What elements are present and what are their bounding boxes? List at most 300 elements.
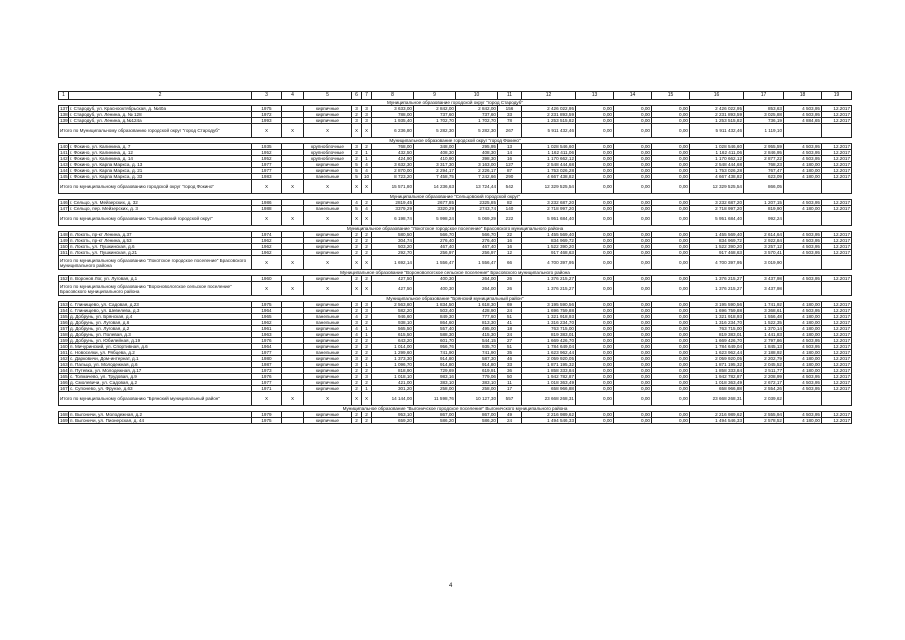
table-cell: 0,00 <box>652 418 690 424</box>
table-cell: 0,00 <box>576 250 614 256</box>
table-cell: кирпичные <box>304 200 352 206</box>
table-cell: 0,00 <box>652 374 690 380</box>
table-cell: панельные <box>304 350 352 356</box>
column-number-15: 15 <box>652 92 690 100</box>
table-cell: 0,00 <box>576 144 614 150</box>
table-cell: 3 <box>352 144 362 150</box>
table-cell: кирпичные <box>304 418 352 424</box>
table-cell: 0,00 <box>652 106 690 112</box>
table-cell: 12.2017 <box>822 144 852 150</box>
table-cell: 1 376 215,27 <box>522 276 576 282</box>
subtotal-cell: X <box>362 212 372 226</box>
subtotal-cell <box>822 180 852 194</box>
table-cell: 0,00 <box>652 112 690 118</box>
subtotal-cell: X <box>282 124 304 138</box>
subtotal-cell: X <box>282 392 304 406</box>
table-cell: 276,40 <box>456 238 498 244</box>
column-number-row <box>59 92 852 100</box>
table-cell: 12.2017 <box>822 380 852 386</box>
table-cell: 154 <box>60 308 68 313</box>
housing-register-table <box>58 91 852 424</box>
subtotal-cell: 5 951 684,40 <box>690 212 744 226</box>
table-cell: 12.2017 <box>822 232 852 238</box>
table-cell: 0,00 <box>614 320 652 326</box>
table-cell: 22 <box>498 232 522 238</box>
table-cell: 0,00 <box>652 362 690 368</box>
table-cell: 0,00 <box>576 276 614 282</box>
table-cell: 0,00 <box>652 380 690 386</box>
table-cell: 0,00 <box>614 144 652 150</box>
subtotal-cell <box>784 282 822 296</box>
subtotal-cell: 23 668 268,31 <box>522 392 576 406</box>
table-cell: 467,40 <box>414 244 456 250</box>
table-cell: 18 <box>498 326 522 332</box>
table-cell: 588,30 <box>414 332 456 338</box>
subtotal-cell: X <box>352 282 362 296</box>
table-cell: 566,70 <box>414 232 456 238</box>
table-cell: 0,00 <box>576 156 614 162</box>
table-cell: 16 <box>498 244 522 250</box>
table-cell: 1 096,70 <box>372 362 414 368</box>
table-cell: 258,00 <box>414 386 456 392</box>
subtotal-row <box>59 212 852 226</box>
table-cell: 4 180,00 <box>784 368 822 374</box>
table-cell: 917 468,63 <box>522 250 576 256</box>
table-cell: 2 426 022,95 <box>522 106 576 112</box>
table-cell: 0,00 <box>576 344 614 350</box>
table-cell: 2 <box>362 320 372 326</box>
column-number-14: 14 <box>614 92 652 100</box>
section-title: Муниципальное образование городской округ "город Стародуб" <box>59 100 852 106</box>
table-cell: 5 <box>352 206 362 212</box>
column-number-17: 17 <box>744 92 784 100</box>
table-cell: 3 632,30 <box>372 162 414 168</box>
table-cell: 2 059 920,05 <box>690 356 744 362</box>
subtotal-cell: 5 282,30 <box>456 124 498 138</box>
table-cell: 2 <box>352 232 362 238</box>
table-cell: 737,60 <box>456 112 498 118</box>
subtotal-cell: 0,00 <box>614 282 652 296</box>
table-cell: 2 563,80 <box>372 302 414 308</box>
table-cell: 914,80 <box>414 362 456 368</box>
subtotal-cell: X <box>362 392 372 406</box>
table-cell: 0,00 <box>576 232 614 238</box>
column-number-18: 18 <box>784 92 822 100</box>
table-cell: 2 <box>362 344 372 350</box>
section-title: Муниципальное образование "Вороновологское сельское поселение" Брасовского муниципального района <box>59 270 852 276</box>
table-cell: 12.2017 <box>822 362 852 368</box>
table-cell: 295,95 <box>456 144 498 150</box>
subtotal-cell: 5 069,29 <box>456 212 498 226</box>
table-cell: 2 <box>352 374 362 380</box>
table-cell: 0,00 <box>614 250 652 256</box>
subtotal-cell <box>822 282 852 296</box>
table-cell: 819 383,01 <box>690 332 744 338</box>
address-cell: г. Сельцо, ул. Мейзерских, д. 32 <box>69 200 252 206</box>
table-cell: 0,00 <box>614 156 652 162</box>
table-cell: 0,00 <box>576 244 614 250</box>
table-cell: 1 441,83 <box>744 332 784 338</box>
page-number: 4 <box>449 583 453 589</box>
table-cell: 12.2017 <box>822 206 852 212</box>
table-cell: 0,00 <box>614 238 652 244</box>
table-cell: 1935 <box>252 144 282 150</box>
table-cell: 0,00 <box>614 374 652 380</box>
table-cell: 12.2017 <box>822 314 852 320</box>
subtotal-cell: 0,00 <box>614 124 652 138</box>
table-cell: 383,10 <box>456 380 498 386</box>
table-cell: 643,20 <box>372 338 414 344</box>
table-cell: 658 966,88 <box>522 386 576 392</box>
table-cell: 0,00 <box>614 356 652 362</box>
table-cell: 1 942 782,87 <box>522 374 576 380</box>
table-cell: 587,30 <box>456 356 498 362</box>
table-cell: 3 <box>362 374 372 380</box>
table-cell: 3 025,88 <box>744 112 784 118</box>
table-cell: 1977 <box>252 162 282 168</box>
table-cell: 12.2017 <box>822 168 852 174</box>
table-cell: 0,00 <box>652 156 690 162</box>
table-cell: 0,00 <box>652 350 690 356</box>
subtotal-cell <box>784 124 822 138</box>
table-cell: 2 <box>362 338 372 344</box>
subtotal-cell: 0,00 <box>652 256 690 270</box>
table-cell: 0,00 <box>576 320 614 326</box>
table-cell: 0,00 <box>576 332 614 338</box>
table-cell: 1971 <box>252 386 282 392</box>
table-cell: 2 578,52 <box>744 418 784 424</box>
subtotal-cell: 5 911 432,46 <box>690 124 744 138</box>
table-cell: 12.2017 <box>822 386 852 392</box>
table-cell: 7 458,75 <box>414 174 456 180</box>
subtotal-cell: 1 119,10 <box>744 124 784 138</box>
column-number-1: 1 <box>59 92 69 100</box>
table-cell: 1 455 569,40 <box>690 232 744 238</box>
table-cell: 2 202,79 <box>744 356 784 362</box>
table-cell: 12.2017 <box>822 156 852 162</box>
table-cell: кирпичные <box>304 412 352 418</box>
subtotal-cell: 0,00 <box>652 180 690 194</box>
table-cell: 87 <box>498 168 522 174</box>
table-cell: 1 321 918,93 <box>690 314 744 320</box>
table-cell: 914,80 <box>456 362 498 368</box>
table-cell: 4 180,00 <box>784 168 822 174</box>
table-cell: 3 <box>352 106 362 112</box>
table-cell: 2 294,17 <box>414 168 456 174</box>
table-cell: 788,00 <box>372 112 414 118</box>
table-cell: 3379,29 <box>372 206 414 212</box>
table-cell: 4 667 438,82 <box>690 174 744 180</box>
subtotal-cell: 4 700 397,95 <box>522 256 576 270</box>
table-cell: 0,00 <box>576 238 614 244</box>
table-cell: 2 208,99 <box>744 374 784 380</box>
table-cell: 1965 <box>252 314 282 320</box>
table-cell: 4 503,95 <box>784 232 822 238</box>
table-cell: 4 180,00 <box>784 356 822 362</box>
table-cell: 161 <box>60 350 68 355</box>
table-cell: 415,30 <box>456 332 498 338</box>
table-cell: панельные <box>304 320 352 326</box>
table-cell: 2 <box>352 380 362 386</box>
address-cell: п. Выгоничи, ул. Молодежная, д.2 <box>69 412 252 418</box>
subtotal-row <box>59 392 852 406</box>
subtotal-cell: X <box>352 212 362 226</box>
table-cell: 1 018 363,49 <box>690 380 744 386</box>
table-cell: 12.2017 <box>822 350 852 356</box>
table-cell: 400,30 <box>414 276 456 282</box>
table-cell: 1 321 918,93 <box>522 314 576 320</box>
table-cell: 1 <box>362 156 372 162</box>
column-number-10: 10 <box>456 92 498 100</box>
table-cell: 1972 <box>252 112 282 118</box>
table-cell: 1976 <box>252 338 282 344</box>
table-cell: 0,00 <box>614 244 652 250</box>
column-number-16: 16 <box>690 92 744 100</box>
table-cell: 4 503,95 <box>784 238 822 244</box>
table-cell: 1962 <box>252 320 282 326</box>
table-cell: 4 503,95 <box>784 112 822 118</box>
table-cell: 3 437,98 <box>744 276 784 282</box>
table-cell: кирпичные <box>304 238 352 244</box>
table-cell: 4 503,95 <box>784 200 822 206</box>
table-cell: 256,97 <box>456 250 498 256</box>
table-cell: 779,06 <box>456 374 498 380</box>
subtotal-cell: X <box>352 392 362 406</box>
table-cell: 818,90 <box>372 368 414 374</box>
subtotal-cell: 0,00 <box>614 256 652 270</box>
subtotal-label: Итого по муниципальному образованию "Локотское городское поселение" Брасовского муниципального района <box>59 256 252 270</box>
address-cell: г. Стародуб, ул. Краснооктябрьская, д. №40а <box>69 106 252 112</box>
table-cell: 658 966,88 <box>690 386 744 392</box>
column-number-2: 2 <box>69 92 252 100</box>
table-cell: 3 <box>362 106 372 112</box>
table-cell: 3 <box>362 112 372 118</box>
address-cell: г. Фокино, ул. Карла Маркса, д. 33 <box>69 174 252 180</box>
table-cell: 258,00 <box>456 386 498 392</box>
table-cell: 1 669 426,70 <box>522 338 576 344</box>
table-cell: 156 <box>60 320 68 325</box>
table-cell: 0,00 <box>576 314 614 320</box>
subtotal-row <box>59 282 852 296</box>
subtotal-cell: 0,00 <box>614 392 652 406</box>
table-cell: 4 180,00 <box>784 362 822 368</box>
address-cell: п. Локоть, пр-кт Ленина, д.53 <box>69 238 252 244</box>
table-cell: 1 494 546,33 <box>522 418 576 424</box>
table-cell: 1973 <box>252 368 282 374</box>
subtotal-cell: X <box>252 256 282 270</box>
address-cell: с. Супонево, ул. Фрунзе, д.63 <box>69 386 252 392</box>
register-sheet <box>58 91 851 424</box>
table-cell: 146 <box>60 200 68 205</box>
table-cell: 2 045,52 <box>744 362 784 368</box>
subtotal-cell: 12 329 525,54 <box>690 180 744 194</box>
table-cell: 0,00 <box>614 314 652 320</box>
table-cell: 3 317,30 <box>414 162 456 168</box>
table-cell: 148 <box>60 232 68 237</box>
table-row <box>59 418 852 424</box>
table-cell: 1 753 026,28 <box>690 168 744 174</box>
subtotal-cell: X <box>304 282 352 296</box>
subtotal-cell: 3 437,98 <box>744 282 784 296</box>
column-number-3: 3 <box>252 92 282 100</box>
table-cell: панельные <box>304 174 352 180</box>
address-cell: г. Стародуб, ул. Ленина, д. № 128 <box>69 112 252 118</box>
table-cell: 1962 <box>252 244 282 250</box>
subtotal-cell: 542 <box>498 180 522 194</box>
table-cell: 0,00 <box>576 162 614 168</box>
table-cell: 46 <box>498 356 522 362</box>
table-cell: 2 <box>362 144 372 150</box>
table-cell: 0,00 <box>576 338 614 344</box>
table-cell: крупноблочные <box>304 144 352 150</box>
subtotal-cell <box>822 256 852 270</box>
column-number-9: 9 <box>414 92 456 100</box>
table-cell: 151 <box>60 250 68 255</box>
subtotal-row <box>59 124 852 138</box>
table-cell: 619,91 <box>456 368 498 374</box>
table-cell: 12.2017 <box>822 302 852 308</box>
table-cell: 0,00 <box>576 200 614 206</box>
table-cell: 0,00 <box>614 380 652 386</box>
table-cell: 2 <box>362 380 372 386</box>
table-cell: кирпичные <box>304 308 352 314</box>
table-cell: 0,00 <box>576 150 614 156</box>
table-cell: 4 503,95 <box>784 412 822 418</box>
table-cell: 12.2017 <box>822 412 852 418</box>
table-cell: 0,00 <box>576 386 614 392</box>
table-cell: 1 162 411,06 <box>522 150 576 156</box>
table-cell: 1 556,48 <box>744 314 784 320</box>
subtotal-cell: X <box>304 212 352 226</box>
table-cell: 1962 <box>252 238 282 244</box>
table-cell: 853,63 <box>744 106 784 112</box>
table-cell: 566,70 <box>456 232 498 238</box>
subtotal-cell: 4 700 397,95 <box>690 256 744 270</box>
table-cell: 51 <box>498 344 522 350</box>
table-cell: 2 <box>352 308 362 314</box>
subtotal-cell: 14 144,00 <box>372 392 414 406</box>
table-cell: 737,60 <box>414 112 456 118</box>
subtotal-cell: X <box>252 180 282 194</box>
table-cell: 4 180,00 <box>784 302 822 308</box>
table-cell: 2 955,59 <box>744 144 784 150</box>
table-cell: 819,90 <box>744 206 784 212</box>
table-cell: 1977 <box>252 350 282 356</box>
table-cell: 917 468,63 <box>690 250 744 256</box>
table-cell: 1 858 333,84 <box>522 368 576 374</box>
subtotal-cell <box>784 256 822 270</box>
table-cell: 1976 <box>252 374 282 380</box>
table-cell: 3 <box>352 320 362 326</box>
table-cell: 147 <box>60 206 68 211</box>
table-cell: 1986 <box>252 200 282 206</box>
table-cell: 0,00 <box>652 238 690 244</box>
table-cell: 0,00 <box>652 200 690 206</box>
table-cell: кирпичные <box>304 362 352 368</box>
table-cell: 140 <box>60 144 68 149</box>
table-cell: 0,00 <box>576 174 614 180</box>
table-cell: 78 <box>498 118 522 124</box>
table-cell: 0,00 <box>576 308 614 314</box>
address-cell: п. Локоть, ул. Пушкинская, д.21 <box>69 250 252 256</box>
table-cell: 0,00 <box>614 412 652 418</box>
address-cell: п. Воронов Лог, ул. Луговая, д.1 <box>69 276 252 282</box>
table-cell: 4 180,00 <box>784 332 822 338</box>
subtotal-cell: X <box>304 392 352 406</box>
table-cell: 1 696 759,88 <box>690 308 744 314</box>
subtotal-cell: 3 019,90 <box>744 256 784 270</box>
table-cell: 12.2017 <box>822 112 852 118</box>
table-cell: 139 <box>60 118 68 123</box>
table-cell: 3 257,12 <box>744 244 784 250</box>
table-cell: 1960 <box>252 276 282 282</box>
table-cell: 160 <box>60 344 68 349</box>
column-number-8: 8 <box>372 92 414 100</box>
table-cell: кирпичные <box>304 276 352 282</box>
table-cell: 12.2017 <box>822 150 852 156</box>
subtotal-cell <box>822 124 852 138</box>
subtotal-cell: 2 039,62 <box>744 392 784 406</box>
subtotal-cell <box>822 212 852 226</box>
table-cell: 0,00 <box>652 338 690 344</box>
table-cell: 4 503,95 <box>784 244 822 250</box>
subtotal-row <box>59 180 852 194</box>
table-cell: 914,80 <box>414 356 456 362</box>
table-cell: 2 <box>352 412 362 418</box>
table-cell: 0,00 <box>652 168 690 174</box>
table-cell: 2 548 444,68 <box>690 162 744 168</box>
table-cell: 2 548 444,68 <box>522 162 576 168</box>
table-cell: 0,00 <box>614 162 652 168</box>
table-cell: 26 <box>498 276 522 282</box>
table-cell: 1 858 333,84 <box>690 368 744 374</box>
table-cell: 1 <box>362 150 372 156</box>
table-cell: 768,00 <box>372 144 414 150</box>
table-cell: 264,00 <box>456 276 498 282</box>
table-cell: 0,00 <box>614 302 652 308</box>
table-cell: 5 <box>352 168 362 174</box>
table-cell: 144 <box>60 168 68 173</box>
table-cell: 3 <box>362 118 372 124</box>
table-cell: 2 922,84 <box>744 238 784 244</box>
address-cell: г. Сельцо, пер. Мейзерских, д. 3 <box>69 206 252 212</box>
subtotal-cell: 0,00 <box>652 124 690 138</box>
subtotal-label: Итого по муниципальному образованию "Вороновологское сельское поселение" Брасовского муниципального района <box>59 282 252 296</box>
table-cell: 0,00 <box>652 332 690 338</box>
table-cell: 2 231 893,59 <box>690 112 744 118</box>
table-cell: 1 028 546,60 <box>522 144 576 150</box>
table-cell: кирпичные <box>304 302 352 308</box>
table-cell: 2 797,86 <box>744 338 784 344</box>
table-cell: 304,74 <box>372 238 414 244</box>
table-cell: 164 <box>60 368 68 373</box>
table-cell: 2 870,00 <box>372 168 414 174</box>
subtotal-cell: 0,00 <box>614 180 652 194</box>
table-cell: 2 426 022,95 <box>690 106 744 112</box>
table-cell: 12.2017 <box>822 332 852 338</box>
address-cell: г. Фокино, ул. Калинина, д. 14 <box>69 156 252 162</box>
table-cell: 2 059 920,05 <box>522 356 576 362</box>
table-cell: 2 511,77 <box>744 368 784 374</box>
table-cell: 0,00 <box>652 206 690 212</box>
table-cell: 2 216 989,62 <box>690 412 744 418</box>
table-cell: 51 <box>498 314 522 320</box>
table-cell: 1987 <box>252 362 282 368</box>
table-cell: 0,00 <box>652 302 690 308</box>
table-cell: 1974 <box>252 232 282 238</box>
table-cell: 867,00 <box>456 412 498 418</box>
table-cell: 2 <box>352 350 362 356</box>
